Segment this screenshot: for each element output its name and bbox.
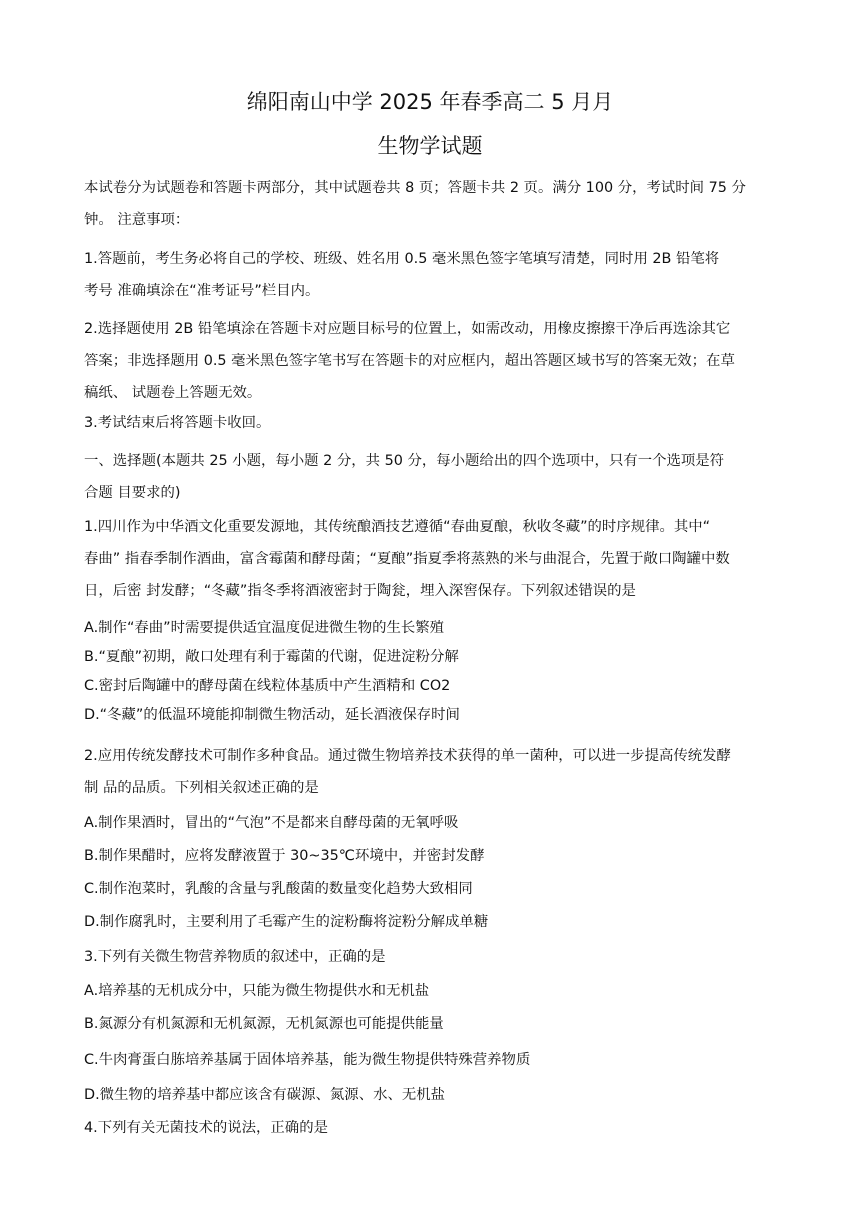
note-2	[84, 313, 764, 409]
note-line: 2.选择题使用 2B 铅笔填涂在答题卡对应题目标号的位置上，如需改动，用橡皮擦擦干净后再选涂其它	[84, 321, 731, 337]
question-2-stem	[84, 740, 764, 804]
question-1-option-d: D.“冬藏”的低温环境能抑制微生物活动，延长酒液保存时间	[84, 707, 460, 723]
question-3-option-a: A.培养基的无机成分中，只能为微生物提供水和无机盐	[84, 983, 430, 999]
section-line: 合题 目要求的)	[84, 485, 181, 501]
note-line: 考号 准确填涂在“准考证号”栏目内。	[84, 283, 320, 299]
question-4-stem: 4.下列有关无菌技术的说法，正确的是	[84, 1120, 328, 1136]
exam-subtitle: 生物学试题	[377, 134, 483, 158]
question-2-option-d: D.制作腐乳时，主要利用了毛霉产生的淀粉酶将淀粉分解成单糖	[84, 914, 489, 930]
note-line: 3.考试结束后将答题卡收回。	[84, 415, 271, 431]
question-2-option-c: C.制作泡菜时，乳酸的含量与乳酸菌的数量变化趋势大致相同	[84, 881, 473, 897]
note-3	[84, 407, 764, 439]
note-line: 稿纸、 试题卷上答题无效。	[84, 385, 262, 401]
question-stem-line: 日，后密 封发酵；“冬藏”指冬季将酒液密封于陶瓮，埋入深窖保存。下列叙述错误的是	[84, 583, 636, 599]
intro-paragraph	[84, 172, 764, 236]
question-stem-line: 制 品的品质。下列相关叙述正确的是	[84, 780, 319, 796]
question-stem-line: 1.四川作为中华酒文化重要发源地，其传统酿酒技艺遵循“春曲夏酿，秋收冬藏”的时序规律。其中“	[84, 519, 711, 535]
intro-line: 本试卷分为试题卷和答题卡两部分，其中试题卷共 8 页；答题卡共 2 页。满分 100 分，考试时间 75 分	[84, 180, 746, 196]
intro-line: 钟。 注意事项：	[84, 212, 190, 228]
note-1	[84, 243, 764, 307]
question-stem-line: 春曲” 指春季制作酒曲，富含霉菌和酵母菌；“夏酿”指夏季将蒸熟的米与曲混合，先置于敞口陶罐中数	[84, 551, 730, 567]
question-3-stem: 3.下列有关微生物营养物质的叙述中，正确的是	[84, 949, 386, 965]
question-2-option-b: B.制作果醋时，应将发酵液置于 30~35℃环境中，并密封发酵	[84, 848, 485, 864]
section-heading	[84, 445, 764, 509]
note-line: 答案；非选择题用 0.5 毫米黑色签字笔书写在答题卡的对应框内，超出答题区域书写的答案无效；在草	[84, 353, 735, 369]
question-1-option-c: C.密封后陶罐中的酵母菌在线粒体基质中产生酒精和 CO2	[84, 678, 451, 694]
question-1-option-b: B.“夏酿”初期，敞口处理有利于霉菌的代谢，促进淀粉分解	[84, 649, 459, 665]
question-3-option-b: B.氮源分有机氮源和无机氮源，无机氮源也可能提供能量	[84, 1016, 444, 1032]
note-line: 1.答题前，考生务必将自己的学校、班级、姓名用 0.5 毫米黑色签字笔填写清楚，同时用 2B 铅笔将	[84, 251, 720, 267]
section-line: 一、选择题(本题共 25 小题，每小题 2 分，共 50 分，每小题给出的四个选项中，只有一个选项是符	[84, 453, 725, 469]
question-1-stem	[84, 511, 764, 607]
question-stem-line: 2.应用传统发酵技术可制作多种食品。通过微生物培养技术获得的单一菌种，可以进一步提高传统发酵	[84, 748, 731, 764]
question-1-option-a: A.制作“春曲”时需要提供适宜温度促进微生物的生长繁殖	[84, 620, 445, 636]
exam-title: 绵阳南山中学 2025 年春季高二 5 月月	[246, 90, 614, 114]
question-3-option-d: D.微生物的培养基中都应该含有碳源、氮源、水、无机盐	[84, 1087, 446, 1103]
question-3-option-c: C.牛肉膏蛋白胨培养基属于固体培养基，能为微生物提供特殊营养物质	[84, 1052, 531, 1068]
question-2-option-a: A.制作果酒时，冒出的“气泡”不是都来自酵母菌的无氧呼吸	[84, 815, 459, 831]
